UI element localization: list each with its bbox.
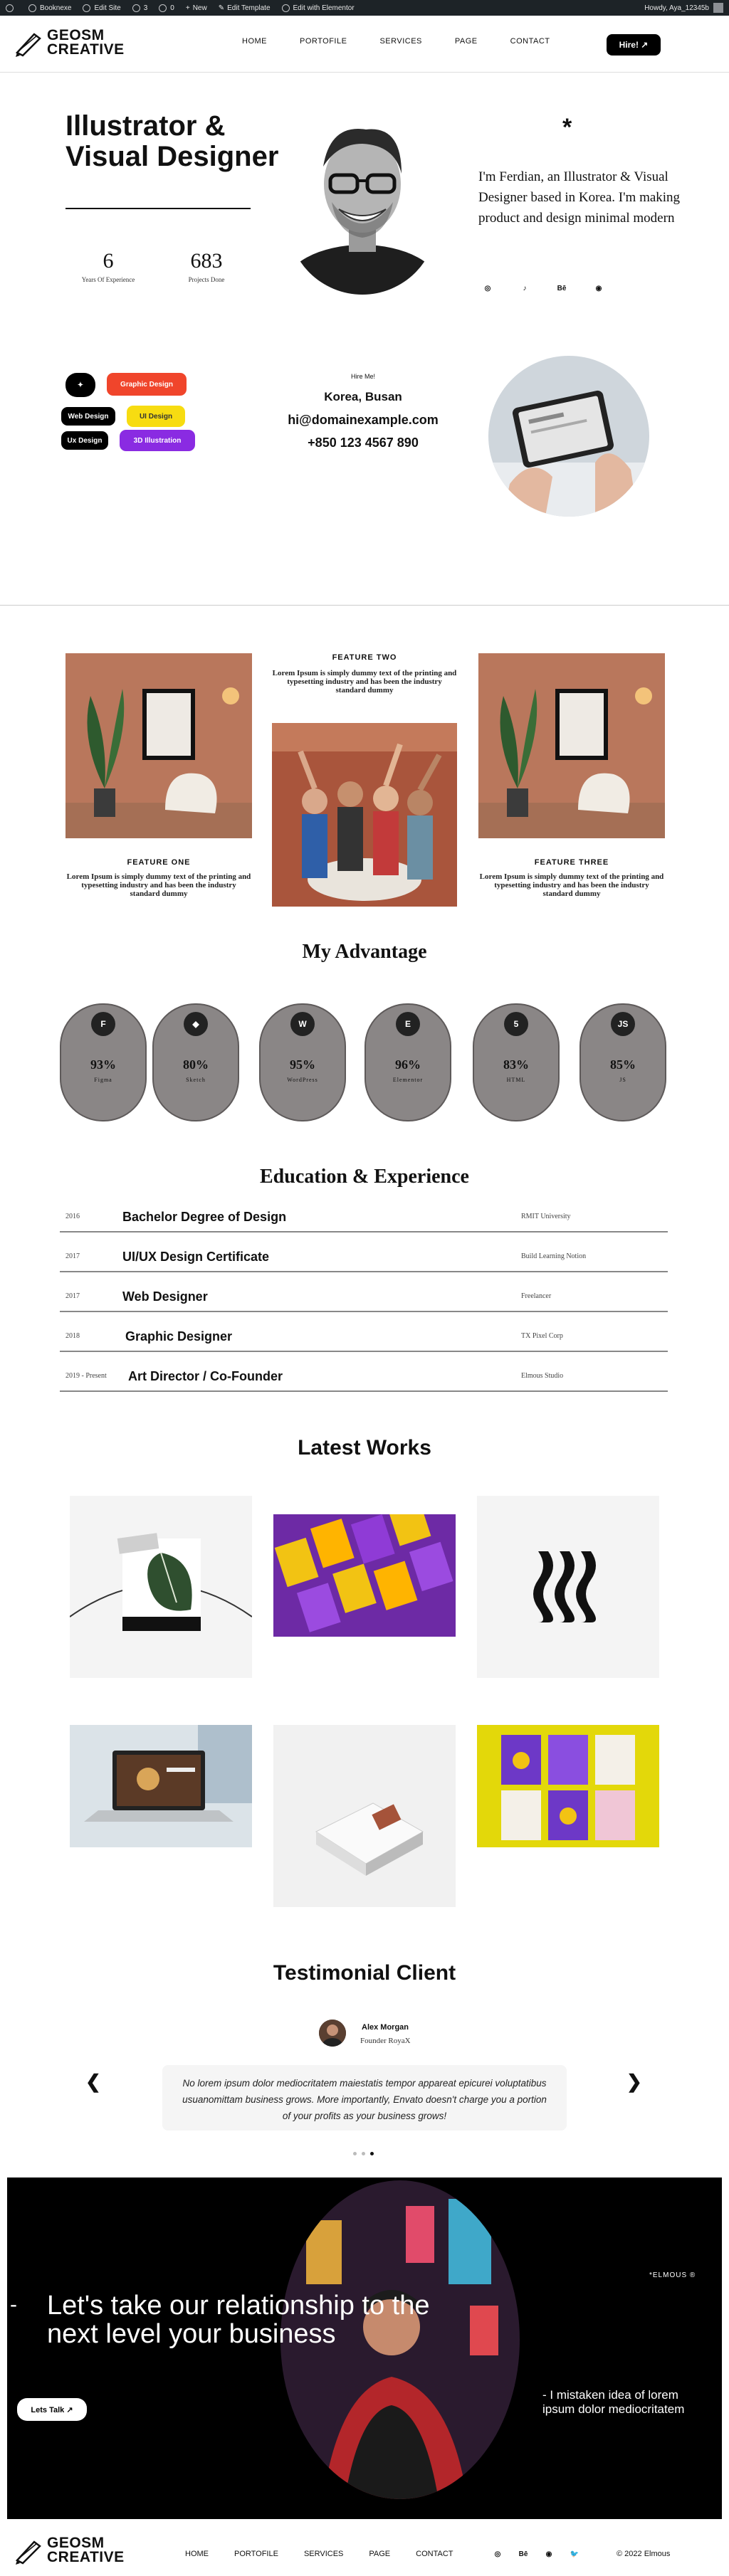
- stat-number: 6: [103, 249, 114, 273]
- advantage-item: [259, 1003, 346, 1121]
- html5-icon: 5: [504, 1012, 528, 1036]
- education-name: Graphic Designer: [125, 1329, 233, 1344]
- testimonial-title: Testimonial Client: [273, 1961, 456, 1985]
- education-place: RMIT University: [521, 1213, 571, 1220]
- logo-line-2: CREATIVE: [47, 2549, 125, 2565]
- footer-nav-contact[interactable]: CONTACT: [416, 2550, 453, 2558]
- advantage-label: WordPress: [287, 1077, 318, 1083]
- pencil-icon: ✎: [218, 4, 225, 12]
- work-item-flyers[interactable]: [477, 1725, 659, 1847]
- stat-projects: [164, 249, 249, 283]
- js-icon: JS: [611, 1012, 635, 1036]
- education-row: [60, 1244, 668, 1272]
- advantage-percent: 96%: [395, 1057, 421, 1072]
- logo-line-2: CREATIVE: [47, 41, 125, 58]
- instagram-icon[interactable]: ◎: [494, 2550, 501, 2558]
- plus-icon: +: [185, 4, 190, 12]
- feature-two-title: FEATURE TWO: [332, 653, 397, 662]
- behance-icon[interactable]: Bē: [518, 2550, 528, 2558]
- advantage-item: [60, 1003, 147, 1121]
- education-place: Elmous Studio: [521, 1372, 564, 1380]
- dribbble-icon[interactable]: ◉: [545, 2550, 552, 2558]
- footer-nav-home[interactable]: HOME: [185, 2550, 209, 2558]
- education-year: 2018: [65, 1332, 80, 1340]
- contact-city: Korea, Busan: [324, 390, 402, 403]
- section-divider: [0, 605, 729, 606]
- elementor-icon: E: [396, 1012, 420, 1036]
- education-name: UI/UX Design Certificate: [122, 1250, 270, 1264]
- pen-nib-logo-icon: [13, 28, 44, 57]
- feature-one-image: [65, 653, 252, 838]
- admin-site-name[interactable]: Booknexe: [28, 4, 71, 12]
- advantage-percent: 85%: [610, 1057, 636, 1072]
- advantage-item: [152, 1003, 239, 1121]
- dribbble-icon[interactable]: ◉: [595, 284, 602, 292]
- works-title: Latest Works: [298, 1436, 431, 1459]
- education-row: [60, 1204, 668, 1232]
- admin-bar: [0, 0, 729, 16]
- carousel-dot[interactable]: [353, 2152, 357, 2155]
- nav-portofile[interactable]: PORTOFILE: [300, 37, 347, 46]
- avatar: [713, 3, 723, 13]
- feature-three-image: [478, 653, 665, 838]
- star-pill: ✦: [65, 373, 95, 397]
- wordpress-icon: W: [290, 1012, 315, 1036]
- admin-account[interactable]: Howdy, Aya_12345b: [644, 3, 723, 13]
- education-place: Build Learning Notion: [521, 1252, 587, 1260]
- advantage-percent: 95%: [290, 1057, 315, 1072]
- nav-page[interactable]: PAGE: [454, 37, 478, 46]
- site-header: [0, 16, 729, 73]
- education-name: Art Director / Co-Founder: [128, 1369, 283, 1383]
- stat-experience: [65, 249, 151, 283]
- feature-one-text: Lorem Ipsum is simply dummy text of the printing and typesetting industry and has been the industry standard dummy: [66, 872, 251, 898]
- education-title: Education & Experience: [260, 1166, 469, 1188]
- advantage-label: Figma: [94, 1077, 112, 1083]
- instagram-icon[interactable]: ◎: [484, 284, 491, 292]
- advantage-percent: 83%: [503, 1057, 529, 1072]
- client-name: Alex Morgan: [362, 2023, 409, 2032]
- hire-me-label: Hire Me!: [350, 373, 375, 380]
- skill-pill-ux-design: Ux Design: [61, 431, 108, 450]
- education-place: TX Pixel Corp: [521, 1332, 563, 1340]
- hero-divider: [65, 208, 251, 209]
- skill-pill-3d-illustration: 3D Illustration: [120, 430, 195, 451]
- tiktok-icon[interactable]: ♪: [523, 284, 527, 292]
- advantage-label: HTML: [506, 1077, 526, 1083]
- footer-nav: [185, 2550, 453, 2558]
- feature-three-text: Lorem Ipsum is simply dummy text of the printing and typesetting industry and has been the industry standard dummy: [479, 872, 664, 898]
- education-year: 2017: [65, 1252, 80, 1260]
- work-item-social-posts[interactable]: [273, 1514, 456, 1637]
- logo-line-1: GEOSM: [47, 2535, 105, 2551]
- advantage-label: JS: [619, 1077, 626, 1083]
- footer-social-links: [491, 2548, 581, 2560]
- stat-label: Years Of Experience: [81, 276, 135, 283]
- figma-icon: F: [91, 1012, 115, 1036]
- site-logo[interactable]: [13, 28, 125, 57]
- testimonial-quote: No lorem ipsum dolor mediocritatem maiestatis tempor appareat epicurei voluptatibus usuanomittam business grows. More importantly, Envato doesn't charge you a portion of your profits as your business grows!: [182, 2078, 547, 2121]
- skill-pill-web-design: Web Design: [61, 407, 115, 426]
- wordpress-logo-icon[interactable]: [6, 4, 17, 12]
- admin-edit-elementor[interactable]: Edit with Elementor: [282, 4, 355, 12]
- twitter-icon[interactable]: 🐦: [570, 2550, 579, 2558]
- advantage-label: Elementor: [392, 1077, 424, 1083]
- client-avatar: [319, 2020, 346, 2047]
- education-place: Freelancer: [521, 1292, 552, 1300]
- admin-comments[interactable]: 0: [159, 4, 174, 12]
- behance-icon[interactable]: Bē: [557, 284, 567, 292]
- contact-phone[interactable]: +850 123 4567 890: [308, 436, 419, 450]
- prev-arrow-icon[interactable]: ❮: [85, 2071, 101, 2092]
- education-row: [60, 1324, 668, 1352]
- advantage-item: [473, 1003, 560, 1121]
- work-item-plant[interactable]: [70, 1496, 252, 1678]
- cta-brand-label: *ELMOUS ®: [649, 2271, 696, 2279]
- advantage-title: My Advantage: [302, 941, 427, 963]
- nav-home[interactable]: HOME: [242, 37, 267, 46]
- copyright: © 2022 Elmous: [617, 2550, 671, 2558]
- education-year: 2019 - Present: [65, 1372, 107, 1380]
- sketch-icon: ◆: [184, 1012, 208, 1036]
- education-name: Bachelor Degree of Design: [122, 1210, 287, 1224]
- hire-button[interactable]: Hire! ↗: [607, 34, 661, 56]
- work-item-laptop[interactable]: [70, 1725, 252, 1847]
- cta-side-text: - I mistaken idea of lorem ipsum dolor mediocritatem: [542, 2388, 685, 2416]
- stat-number: 683: [190, 249, 223, 273]
- contact-email[interactable]: hi@domainexample.com: [288, 413, 439, 427]
- tablet-photo: [488, 356, 649, 517]
- hero-description: I'm Ferdian, an Illustrator & Visual Designer based in Korea. I'm making product and design minimal modern: [478, 169, 681, 226]
- lets-talk-button[interactable]: Lets Talk ↗: [17, 2398, 87, 2421]
- admin-new[interactable]: + New: [185, 4, 207, 12]
- footer-nav-page[interactable]: PAGE: [369, 2550, 391, 2558]
- feature-two-image: [272, 723, 457, 907]
- next-arrow-icon[interactable]: ❯: [626, 2071, 642, 2092]
- education-year: 2016: [65, 1213, 80, 1220]
- stat-label: Projects Done: [188, 276, 225, 283]
- main-nav: [242, 37, 550, 46]
- advantage-percent: 93%: [90, 1057, 116, 1072]
- advantage-item: [364, 1003, 451, 1121]
- work-item-book[interactable]: [273, 1725, 456, 1907]
- pen-nib-logo-icon: [13, 2536, 44, 2565]
- portrait-photo: [288, 110, 437, 295]
- hero-title: Illustrator & Visual Designer: [65, 110, 279, 172]
- feature-one-title: FEATURE ONE: [127, 858, 191, 867]
- advantage-item: [579, 1003, 666, 1121]
- feature-two-text: Lorem Ipsum is simply dummy text of the printing and typesetting industry and has been the industry standard dummy: [272, 669, 457, 695]
- skill-pill-graphic-design: Graphic Design: [107, 373, 187, 396]
- footer-logo[interactable]: [13, 2536, 125, 2565]
- hero-social-links: [481, 282, 605, 295]
- footer-nav-services[interactable]: SERVICES: [303, 2550, 344, 2558]
- logo-line-1: GEOSM: [47, 27, 105, 43]
- admin-updates[interactable]: 3: [132, 4, 148, 12]
- nav-contact[interactable]: CONTACT: [510, 37, 550, 46]
- asterisk-decoration: *: [562, 114, 572, 141]
- advantage-label: Sketch: [186, 1077, 206, 1083]
- advantage-percent: 80%: [183, 1057, 209, 1072]
- client-role: Founder RoyaX: [360, 2037, 411, 2045]
- education-row: [60, 1363, 668, 1392]
- carousel-dot[interactable]: [362, 2152, 365, 2155]
- nav-services[interactable]: SERVICES: [379, 37, 422, 46]
- education-year: 2017: [65, 1292, 80, 1300]
- cta-dash: -: [10, 2293, 17, 2316]
- carousel-dot-active[interactable]: [370, 2152, 374, 2155]
- skill-pill-ui-design: UI Design: [127, 406, 185, 427]
- site-footer: [0, 2519, 729, 2576]
- footer-nav-portofile[interactable]: PORTOFILE: [234, 2550, 278, 2558]
- education-name: Web Designer: [122, 1289, 208, 1304]
- education-row: [60, 1284, 668, 1312]
- admin-edit-template[interactable]: ✎ Edit Template: [218, 4, 271, 12]
- admin-edit-site[interactable]: Edit Site: [83, 4, 120, 12]
- cta-title: Let's take our relationship to the next level your business: [47, 2291, 430, 2349]
- feature-three-title: FEATURE THREE: [534, 858, 609, 867]
- work-item-logo-mark[interactable]: [477, 1496, 659, 1678]
